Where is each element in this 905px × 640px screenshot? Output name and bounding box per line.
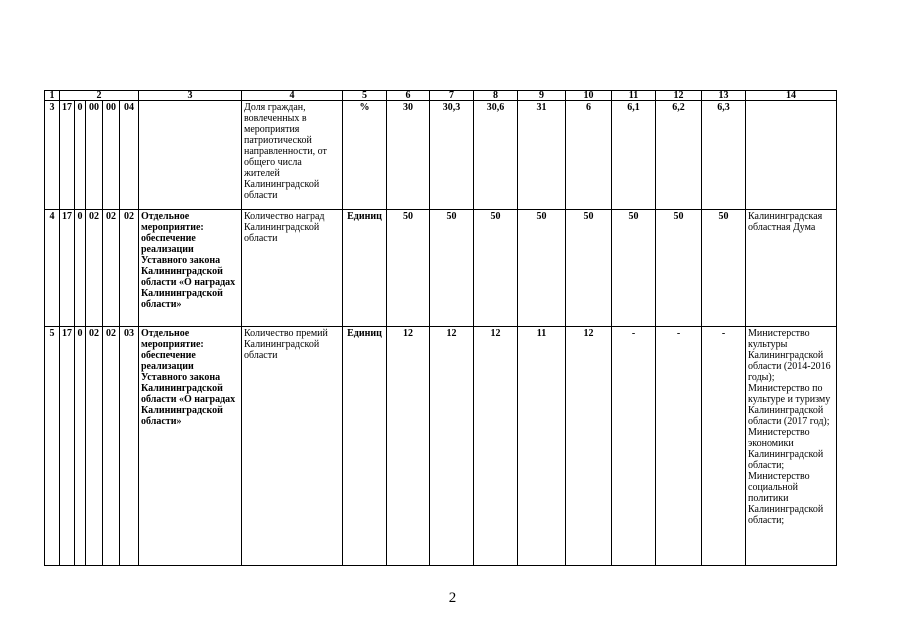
unit-cell: Единиц [343, 210, 387, 327]
header-cell: 12 [656, 91, 702, 101]
code-cell: 02 [86, 327, 103, 566]
value-cell: 50 [566, 210, 612, 327]
value-cell: 50 [518, 210, 566, 327]
code-cell: 03 [120, 327, 139, 566]
page-number: 2 [448, 590, 457, 606]
table-row [45, 210, 837, 327]
value-cell: 50 [702, 210, 746, 327]
header-cell: 10 [566, 91, 612, 101]
value-cell: 12 [474, 327, 518, 566]
value-cell: - [612, 327, 656, 566]
row-number: 3 [45, 101, 60, 210]
header-cell: 1 [45, 91, 60, 101]
header-cell: 5 [343, 91, 387, 101]
value-cell: - [702, 327, 746, 566]
code-cell: 0 [75, 327, 86, 566]
indicator-cell: Количество премий Калининградской области [242, 327, 343, 566]
header-cell: 7 [430, 91, 474, 101]
row-number: 4 [45, 210, 60, 327]
value-cell: 30,3 [430, 101, 474, 210]
code-cell: 0 [75, 101, 86, 210]
responsible-cell: Министерство культуры Калининградской области (2014-2016 годы); Министерство по культуре и туризму Калининградской области (2017 год); Министерство экономики Калининградской области; Министерство социальной политики Калининградской области; [746, 327, 837, 566]
unit-cell: Единиц [343, 327, 387, 566]
code-cell: 0 [75, 210, 86, 327]
value-cell: 50 [430, 210, 474, 327]
event-cell: Отдельное мероприятие: обеспечение реализации Уставного закона Калининградской области «О наградах Калининградской области» [139, 210, 242, 327]
value-cell: 12 [387, 327, 430, 566]
code-cell: 02 [103, 210, 120, 327]
code-cell: 00 [86, 101, 103, 210]
indicator-cell: Количество наград Калининградской области [242, 210, 343, 327]
value-cell: 50 [387, 210, 430, 327]
value-cell: 50 [656, 210, 702, 327]
header-cell: 9 [518, 91, 566, 101]
value-cell: 6,1 [612, 101, 656, 210]
code-cell: 00 [103, 101, 120, 210]
responsible-cell: Калининградская областная Дума [746, 210, 837, 327]
header-cell: 11 [612, 91, 656, 101]
indicators-table [44, 90, 837, 566]
value-cell: 11 [518, 327, 566, 566]
value-cell: 50 [612, 210, 656, 327]
header-row [45, 91, 837, 101]
header-cell: 3 [139, 91, 242, 101]
header-cell: 13 [702, 91, 746, 101]
value-cell: 6 [566, 101, 612, 210]
indicator-cell: Доля граждан, вовлеченных в мероприятия патриотической направленности, от общего числа жителей Калининградской области [242, 101, 343, 210]
header-cell: 6 [387, 91, 430, 101]
code-cell: 02 [103, 327, 120, 566]
code-cell: 17 [60, 327, 75, 566]
value-cell: 12 [430, 327, 474, 566]
code-cell: 17 [60, 101, 75, 210]
event-cell [139, 101, 242, 210]
value-cell: - [656, 327, 702, 566]
header-cell: 2 [60, 91, 139, 101]
header-cell: 8 [474, 91, 518, 101]
row-number: 5 [45, 327, 60, 566]
value-cell: 30,6 [474, 101, 518, 210]
code-cell: 02 [86, 210, 103, 327]
value-cell: 6,2 [656, 101, 702, 210]
code-cell: 17 [60, 210, 75, 327]
code-cell: 02 [120, 210, 139, 327]
table-row [45, 327, 837, 566]
value-cell: 31 [518, 101, 566, 210]
value-cell: 12 [566, 327, 612, 566]
table-row [45, 101, 837, 210]
header-cell: 14 [746, 91, 837, 101]
value-cell: 30 [387, 101, 430, 210]
responsible-cell [746, 101, 837, 210]
value-cell: 50 [474, 210, 518, 327]
unit-cell: % [343, 101, 387, 210]
header-cell: 4 [242, 91, 343, 101]
code-cell: 04 [120, 101, 139, 210]
value-cell: 6,3 [702, 101, 746, 210]
event-cell: Отдельное мероприятие: обеспечение реализации Уставного закона Калининградской области «О наградах Калининградской области» [139, 327, 242, 566]
